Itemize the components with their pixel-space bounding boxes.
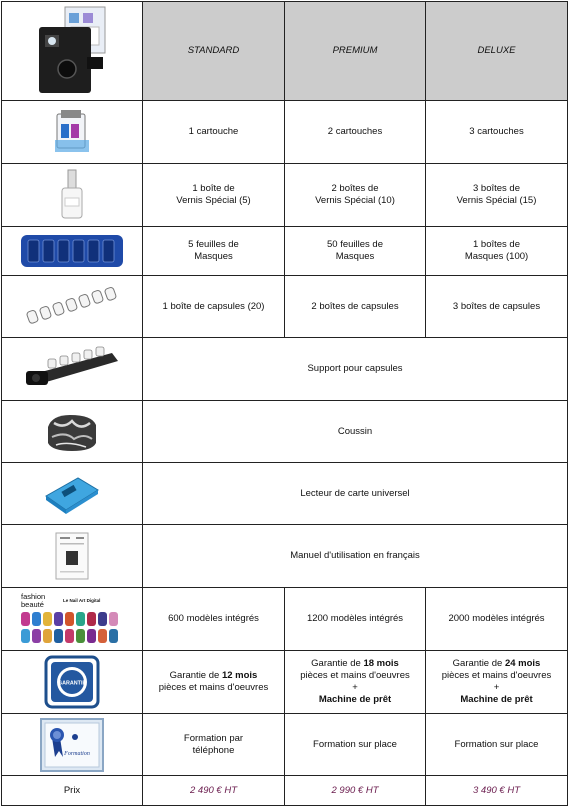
manual-all-plans: Manuel d'utilisation en français	[143, 525, 568, 588]
training-row	[2, 714, 568, 776]
varnish-image-cell	[2, 164, 143, 227]
warranty-badge-icon	[44, 655, 100, 709]
warranty-deluxe-duration: 24 mois	[504, 658, 541, 669]
capsule-support-icon	[22, 345, 122, 393]
masks-deluxe-line1: 1 boîtes de	[472, 239, 520, 250]
capsules-image-cell	[2, 276, 143, 338]
varnish-standard-line1: 1 boîte de	[192, 183, 235, 194]
capsules-premium: 2 boîtes de capsules	[285, 276, 426, 338]
masks-premium-line1: 50 feuilles de	[327, 239, 383, 250]
designs-row	[2, 588, 568, 651]
plan-deluxe-header: DELUXE	[426, 2, 568, 101]
design-catalog-icon	[17, 590, 127, 648]
cartridge-deluxe: 3 cartouches	[426, 101, 568, 164]
card-reader-image-cell	[2, 463, 143, 525]
designs-premium: 1200 modèles intégrés	[285, 588, 426, 651]
masks-deluxe-line2: Masques (100)	[464, 251, 529, 262]
plan-premium-header: PREMIUM	[285, 2, 426, 101]
varnish-deluxe	[426, 164, 568, 227]
training-certificate-text: Formation	[64, 750, 90, 757]
varnish-deluxe-line1: 3 boîtes de	[472, 183, 520, 194]
warranty-premium-loan-machine: Machine de prêt	[318, 694, 392, 705]
varnish-premium	[285, 164, 426, 227]
header-row	[2, 2, 568, 101]
designs-deluxe: 2000 modèles intégrés	[426, 588, 568, 651]
masks-standard	[143, 227, 285, 276]
price-premium: 2 990 € HT	[285, 776, 426, 806]
warranty-standard-line1	[147, 670, 280, 682]
capsules-standard: 1 boîte de capsules (20)	[143, 276, 285, 338]
warranty-badge-text: GARANTIE	[57, 680, 87, 687]
warranty-premium-duration: 18 mois	[363, 658, 399, 669]
warranty-standard-duration: 12 mois	[221, 670, 258, 681]
warranty-row	[2, 651, 568, 714]
cushion-all-plans: Coussin	[143, 401, 568, 463]
masks-image-cell	[2, 227, 143, 276]
price-deluxe: 3 490 € HT	[426, 776, 568, 806]
nail-printer-icon	[35, 5, 109, 97]
catalog-title: Le Nail Art Digital	[63, 598, 101, 603]
nail-varnish-bottle-icon	[58, 168, 86, 222]
warranty-image-cell	[2, 651, 143, 714]
warranty-premium-prefix: Garantie de	[311, 658, 364, 669]
varnish-row	[2, 164, 568, 227]
catalog-brand-line2: beauté	[21, 600, 44, 609]
cushion-image-cell	[2, 401, 143, 463]
capsules-deluxe: 3 boîtes de capsules	[426, 276, 568, 338]
varnish-premium-line2: Vernis Spécial (10)	[315, 195, 395, 206]
manual-icon	[52, 531, 92, 581]
warranty-deluxe-loan-machine: Machine de prêt	[460, 694, 533, 705]
warranty-premium-line1	[289, 658, 421, 670]
cartridge-premium: 2 cartouches	[285, 101, 426, 164]
warranty-deluxe	[426, 651, 568, 714]
card-reader-all-plans: Lecteur de carte universel	[143, 463, 568, 525]
card-reader-row	[2, 463, 568, 525]
masks-premium	[285, 227, 426, 276]
training-premium: Formation sur place	[285, 714, 426, 776]
support-image-cell	[2, 338, 143, 401]
masks-standard-line1: 5 feuilles de	[188, 239, 239, 250]
warranty-premium	[285, 651, 426, 714]
cushion-row	[2, 401, 568, 463]
cushion-icon	[42, 409, 102, 455]
warranty-standard-line2: pièces et mains d'oeuvres	[158, 682, 269, 693]
masks-standard-line2: Masques	[194, 251, 233, 262]
varnish-deluxe-line2: Vernis Spécial (15)	[456, 195, 537, 206]
printer-image-cell	[2, 2, 143, 101]
warranty-premium-plus: +	[352, 682, 358, 693]
training-image-cell	[2, 714, 143, 776]
masks-deluxe	[426, 227, 568, 276]
ink-cartridge-icon	[49, 108, 95, 156]
price-row	[2, 776, 568, 806]
capsules-row	[2, 276, 568, 338]
warranty-standard-prefix: Garantie de	[169, 670, 222, 681]
masks-premium-line2: Masques	[335, 251, 375, 262]
designs-image-cell	[2, 588, 143, 651]
manual-image-cell	[2, 525, 143, 588]
price-label: Prix	[2, 776, 143, 806]
manual-row	[2, 525, 568, 588]
training-standard-line1: Formation par	[183, 732, 244, 744]
warranty-deluxe-line2: pièces et mains d'oeuvres	[441, 670, 552, 681]
card-reader-icon	[40, 472, 104, 516]
masks-row	[2, 227, 568, 276]
designs-standard: 600 modèles intégrés	[143, 588, 285, 651]
training-deluxe: Formation sur place	[426, 714, 568, 776]
warranty-deluxe-prefix: Garantie de	[452, 658, 505, 669]
price-standard: 2 490 € HT	[143, 776, 285, 806]
plan-standard-header: STANDARD	[143, 2, 285, 101]
cartridge-standard: 1 cartouche	[143, 101, 285, 164]
mask-sheet-icon	[19, 231, 125, 271]
training-certificate-icon	[39, 717, 105, 773]
catalog-brand-line1: fashion	[21, 592, 46, 601]
offer-comparison-table	[1, 1, 568, 806]
warranty-deluxe-plus: +	[493, 682, 500, 693]
support-all-plans: Support pour capsules	[143, 338, 568, 401]
warranty-standard	[143, 651, 285, 714]
warranty-premium-line2: pièces et mains d'oeuvres	[300, 670, 410, 681]
warranty-deluxe-line1	[430, 658, 563, 670]
training-standard-line2: téléphone	[192, 744, 235, 756]
cartridge-row	[2, 101, 568, 164]
cartridge-image-cell	[2, 101, 143, 164]
support-row	[2, 338, 568, 401]
nail-capsules-icon	[22, 285, 122, 329]
training-standard	[143, 714, 285, 776]
varnish-premium-line1: 2 boîtes de	[331, 183, 379, 194]
varnish-standard	[143, 164, 285, 227]
varnish-standard-line2: Vernis Spécial (5)	[176, 195, 251, 206]
